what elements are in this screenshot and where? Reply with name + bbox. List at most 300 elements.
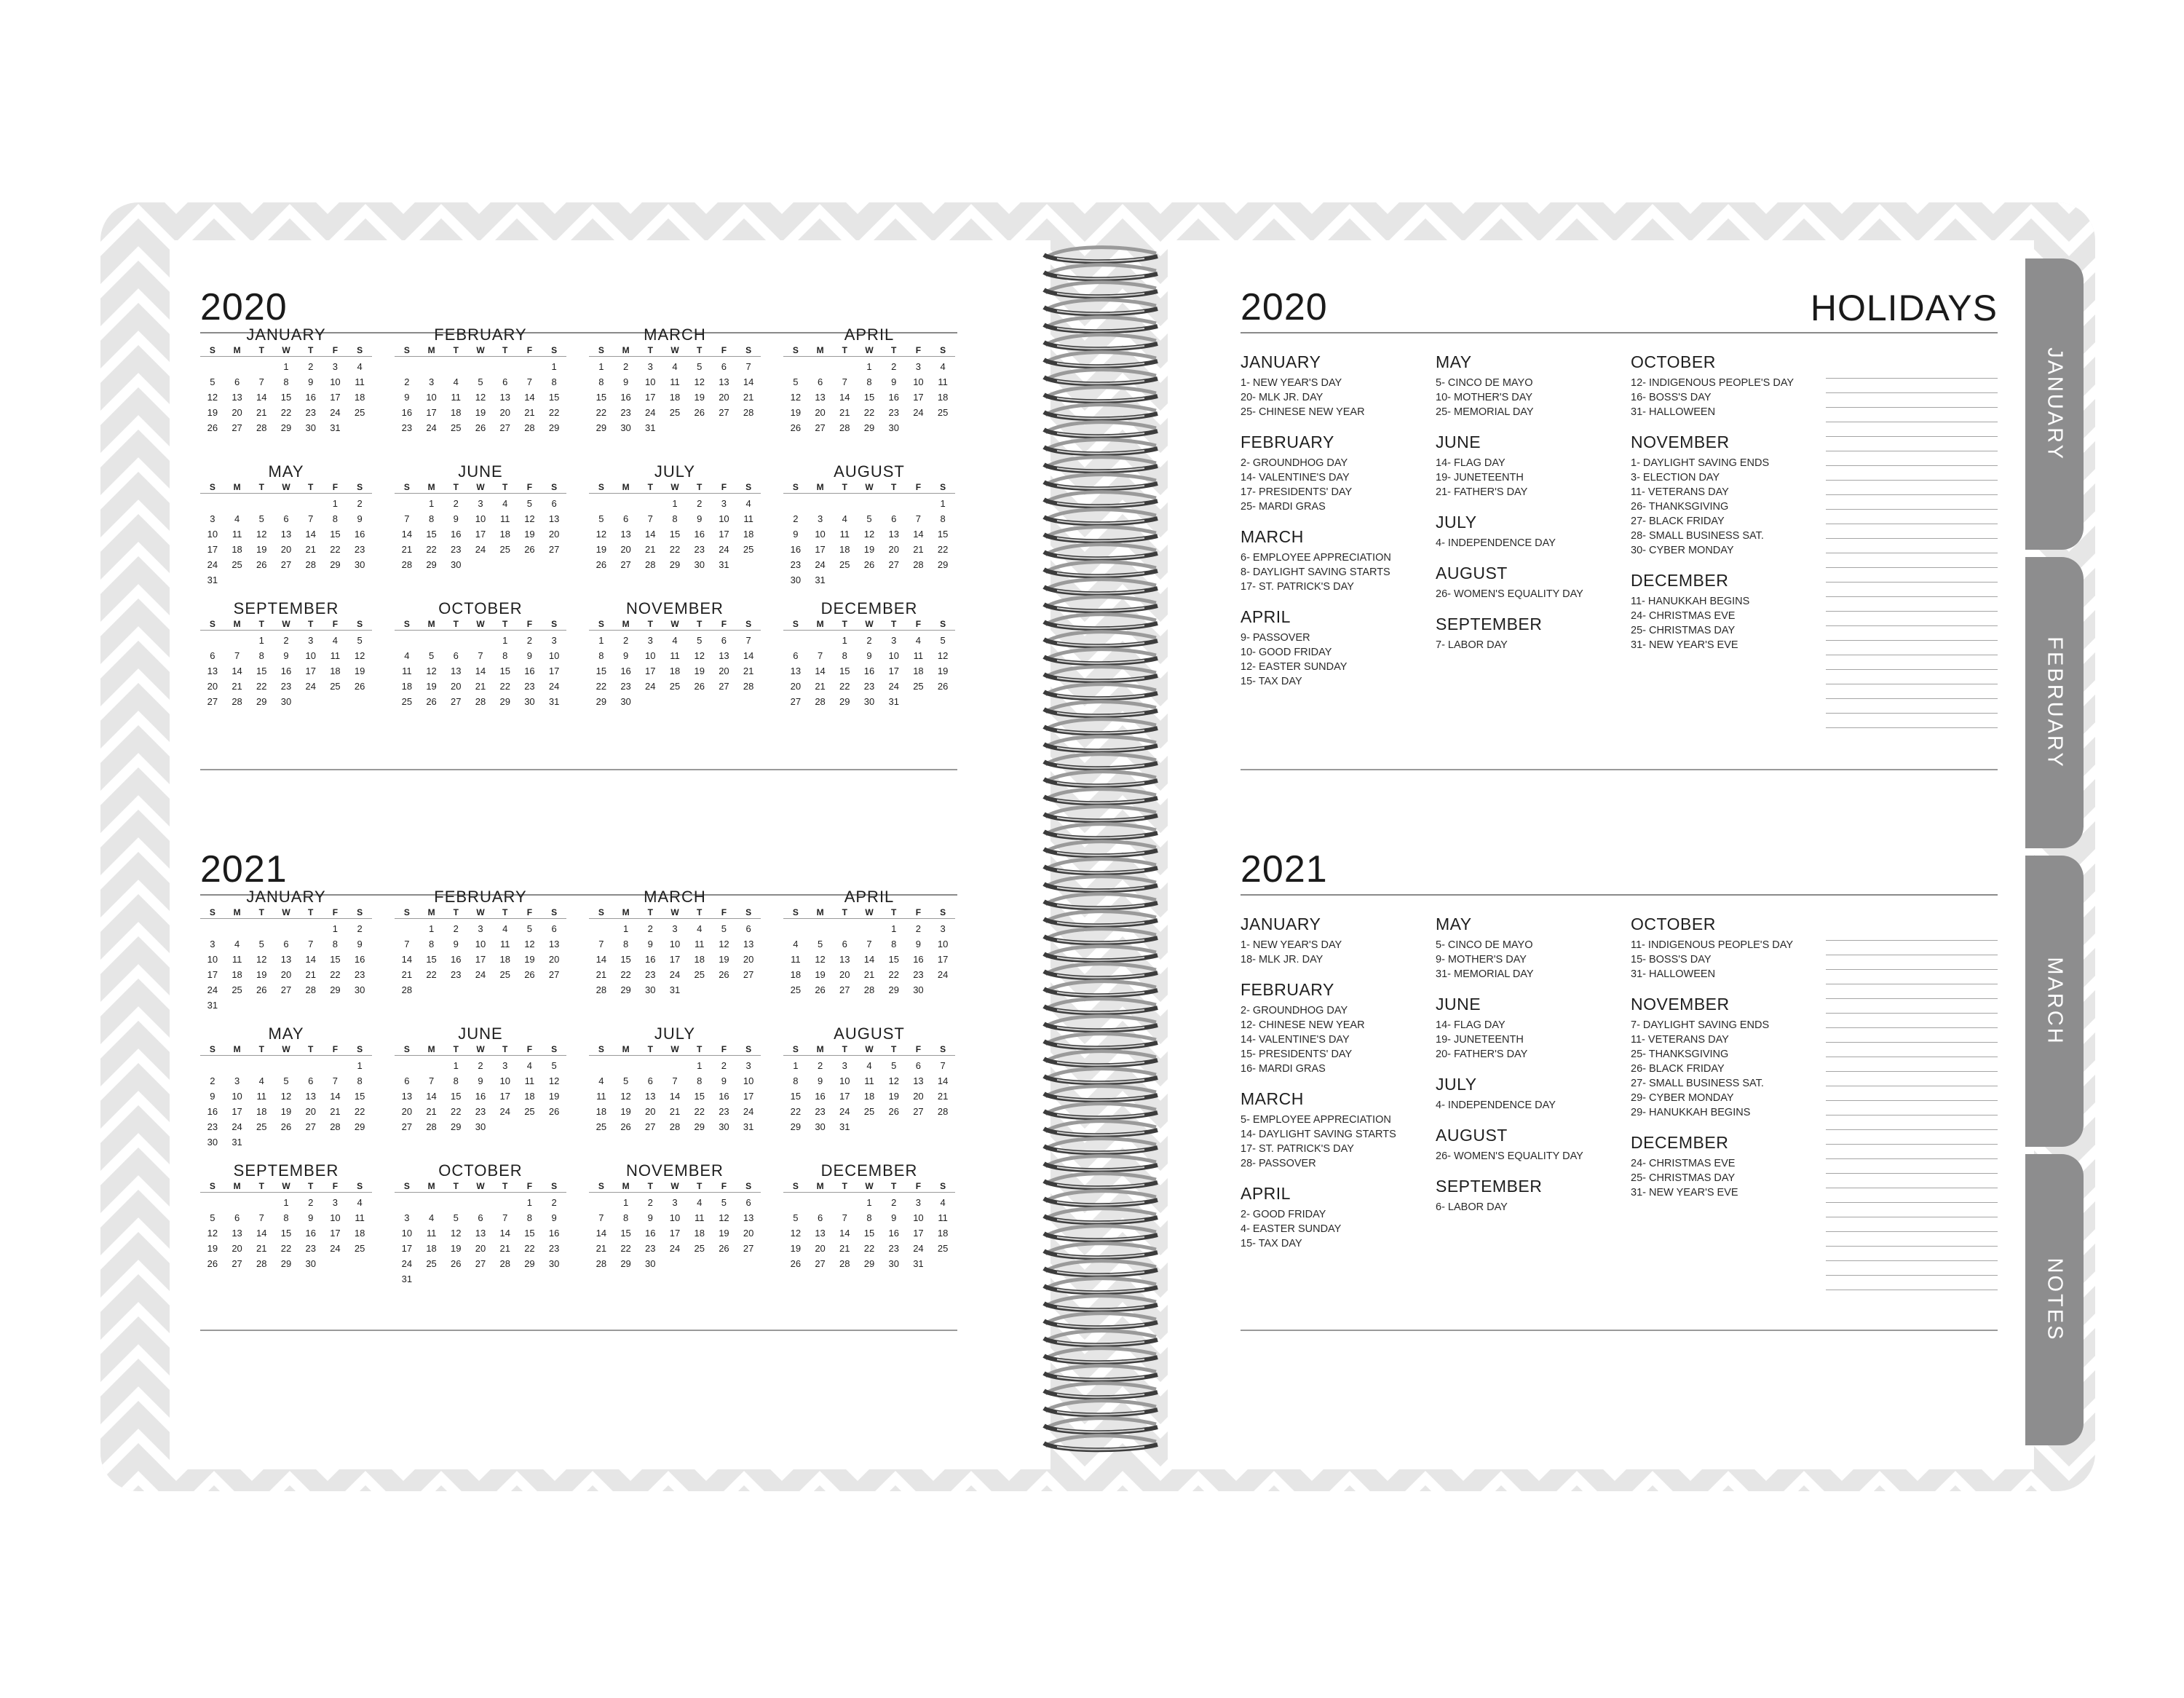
day-number: 10 <box>669 1212 681 1223</box>
day-number: 9 <box>721 1075 727 1086</box>
day-number: 18 <box>694 954 705 965</box>
holiday-items <box>1436 638 1629 652</box>
holiday-item: 14- VALENTINE'S DAY <box>1241 472 1350 483</box>
day-number: 15 <box>451 1091 462 1102</box>
tab-january[interactable] <box>2025 258 2084 550</box>
day-number: 24 <box>839 1106 850 1117</box>
day-number: 21 <box>839 1243 850 1254</box>
weekday-label: F <box>915 1044 922 1054</box>
day-number: 13 <box>719 650 729 661</box>
spiral-loop <box>1044 1174 1158 1188</box>
day-number: 14 <box>475 666 486 676</box>
writing-line[interactable] <box>1826 655 1998 670</box>
writing-line[interactable] <box>1826 568 1998 583</box>
empty-cell <box>808 1195 833 1210</box>
day-number: 28 <box>305 984 316 995</box>
day-number: 24 <box>330 407 341 418</box>
day-number: 3 <box>478 923 483 934</box>
day-number: 26 <box>694 407 705 418</box>
weekday-label: W <box>865 345 874 355</box>
writing-line[interactable] <box>1826 1145 1998 1159</box>
day-number: 24 <box>645 407 656 418</box>
writing-line[interactable] <box>1826 495 1998 510</box>
writing-line[interactable] <box>1826 1057 1998 1072</box>
day-number: 29 <box>354 1121 365 1132</box>
day-number: 1 <box>866 1197 872 1208</box>
day-number: 2 <box>453 923 459 934</box>
weekday-label: S <box>745 1044 752 1054</box>
holiday-month <box>1436 913 1629 982</box>
writing-line[interactable] <box>1826 1159 1998 1174</box>
day-number: 17 <box>499 1091 510 1102</box>
holiday-month <box>1436 511 1629 550</box>
writing-line[interactable] <box>1826 1101 1998 1115</box>
day-number: 25 <box>694 969 705 980</box>
day-number: 25 <box>354 407 365 418</box>
day-number: 23 <box>863 681 875 692</box>
day-number: 1 <box>598 361 604 372</box>
holiday-item: 12- CHINESE NEW YEAR <box>1241 1019 1365 1031</box>
day-number: 4 <box>502 923 508 934</box>
day-number: 26 <box>548 1106 560 1117</box>
day-number: 25 <box>499 544 510 555</box>
day-number: 13 <box>207 666 218 676</box>
writing-line[interactable] <box>1826 422 1998 437</box>
day-number: 29 <box>669 559 681 570</box>
day-number: 14 <box>256 1228 267 1239</box>
day-number: 21 <box>839 407 850 418</box>
day-grid <box>783 496 955 588</box>
day-number: 13 <box>645 1091 656 1102</box>
weekday-label: T <box>697 345 703 355</box>
day-number: 2 <box>308 361 314 372</box>
writing-line[interactable] <box>1826 714 1998 728</box>
day-number: 22 <box>694 1106 705 1117</box>
day-number: 17 <box>669 954 681 965</box>
day-number: 3 <box>647 361 653 372</box>
weekday-label: F <box>721 345 727 355</box>
writing-line[interactable] <box>1826 1247 1998 1261</box>
day-number: 26 <box>256 559 267 570</box>
day-number: 6 <box>745 1197 751 1208</box>
day-number: 4 <box>793 939 799 949</box>
day-number: 4 <box>234 513 240 524</box>
writing-line[interactable] <box>1826 926 1998 941</box>
day-number: 25 <box>232 559 242 570</box>
month-calendar <box>783 1025 955 1134</box>
writing-line[interactable] <box>1826 1203 1998 1217</box>
day-number: 5 <box>453 1212 459 1223</box>
writing-line[interactable] <box>1826 539 1998 553</box>
writing-line[interactable] <box>1826 626 1998 641</box>
day-number: 17 <box>839 1091 850 1102</box>
weekday-label: T <box>647 907 653 917</box>
writing-line[interactable] <box>1826 1043 1998 1057</box>
spiral-loop <box>1044 1279 1158 1293</box>
spiral-loop <box>1044 422 1158 437</box>
day-number: 30 <box>790 574 802 585</box>
weekday-label: F <box>915 619 922 629</box>
day-number: 28 <box>305 559 316 570</box>
day-number: 7 <box>332 1075 339 1086</box>
day-grid <box>783 359 955 435</box>
day-number: 29 <box>937 559 949 570</box>
day-number: 29 <box>426 559 437 570</box>
writing-line[interactable] <box>1826 1174 1998 1188</box>
holiday-item: 30- CYBER MONDAY <box>1631 545 1734 556</box>
empty-cell <box>419 1195 444 1210</box>
day-number: 7 <box>428 1075 435 1086</box>
holiday-items <box>1631 456 1824 558</box>
holiday-item: 25- THANKSGIVING <box>1631 1049 1729 1060</box>
empty-cell <box>493 1195 518 1210</box>
spiral-loop <box>1044 597 1158 612</box>
weekday-label: T <box>502 619 508 629</box>
weekday-label: M <box>427 482 435 492</box>
day-number: 10 <box>888 650 899 661</box>
day-number: 6 <box>915 1060 922 1071</box>
writing-line[interactable] <box>1826 1188 1998 1203</box>
writing-line[interactable] <box>1826 1115 1998 1130</box>
weekday-label: T <box>258 482 264 492</box>
day-number: 13 <box>451 666 462 676</box>
day-number: 25 <box>839 559 850 570</box>
day-number: 5 <box>357 635 363 646</box>
day-grid <box>783 921 955 998</box>
spiral-loop <box>1044 265 1158 280</box>
weekday-header <box>589 481 761 494</box>
day-number: 16 <box>524 666 535 676</box>
day-number: 1 <box>672 498 678 509</box>
day-number: 12 <box>719 939 729 949</box>
day-number: 10 <box>937 939 949 949</box>
weekday-label: W <box>476 619 485 629</box>
holiday-month-name: DECEMBER <box>1631 1133 1729 1152</box>
weekday-label: T <box>697 619 703 629</box>
day-number: 9 <box>526 650 533 661</box>
writing-line[interactable] <box>1826 1072 1998 1086</box>
day-number: 19 <box>815 969 826 980</box>
spiral-loop <box>1044 1034 1158 1049</box>
day-number: 8 <box>697 1075 703 1086</box>
day-number: 24 <box>913 1243 924 1254</box>
writing-line[interactable] <box>1826 553 1998 568</box>
day-number: 10 <box>913 1212 924 1223</box>
day-number: 4 <box>842 513 847 524</box>
empty-cell <box>395 633 419 648</box>
day-number: 1 <box>453 1060 459 1071</box>
empty-cell <box>395 496 419 511</box>
month-calendar <box>395 1162 566 1287</box>
day-number: 20 <box>620 544 631 555</box>
day-number: 22 <box>669 544 681 555</box>
spiral-loop <box>1044 615 1158 629</box>
writing-line[interactable] <box>1826 641 1998 655</box>
weekday-header <box>200 344 372 357</box>
day-number: 7 <box>404 939 410 949</box>
day-number: 8 <box>551 376 557 387</box>
holiday-items <box>1241 1003 1433 1076</box>
day-number: 2 <box>891 1197 897 1208</box>
writing-line[interactable] <box>1826 999 1998 1014</box>
writing-line[interactable] <box>1826 1086 1998 1101</box>
empty-cell <box>225 633 250 648</box>
day-number: 17 <box>913 1228 924 1239</box>
day-number: 6 <box>647 1075 653 1086</box>
empty-cell <box>614 496 638 511</box>
writing-line[interactable] <box>1826 524 1998 539</box>
writing-line[interactable] <box>1826 466 1998 481</box>
day-number: 28 <box>863 984 875 995</box>
day-number: 11 <box>670 650 680 661</box>
day-number: 6 <box>551 923 557 934</box>
day-number: 21 <box>305 544 316 555</box>
holiday-item: 16- BOSS'S DAY <box>1631 392 1712 403</box>
empty-cell <box>395 921 419 936</box>
day-number: 22 <box>451 1106 462 1117</box>
year-label: 2021 <box>1241 848 1328 891</box>
day-number: 4 <box>940 1197 946 1208</box>
day-number: 13 <box>305 1091 316 1102</box>
holiday-items <box>1241 1113 1433 1171</box>
empty-cell <box>419 1058 444 1073</box>
day-number: 28 <box>330 1121 341 1132</box>
writing-line[interactable] <box>1826 984 1998 999</box>
day-number: 30 <box>888 422 899 433</box>
weekday-header <box>589 617 761 631</box>
day-number: 29 <box>280 1258 292 1269</box>
day-number: 12 <box>524 939 535 949</box>
writing-line[interactable] <box>1826 364 1998 379</box>
day-number: 2 <box>357 923 363 934</box>
weekday-label: T <box>891 907 897 917</box>
day-number: 8 <box>672 513 678 524</box>
month-calendar <box>200 1162 372 1271</box>
day-number: 26 <box>815 984 826 995</box>
day-number: 17 <box>743 1091 754 1102</box>
writing-line[interactable] <box>1826 699 1998 714</box>
day-number: 17 <box>548 666 560 676</box>
day-number: 26 <box>937 681 949 692</box>
writing-line[interactable] <box>1826 451 1998 466</box>
weekday-label: S <box>940 907 946 917</box>
holiday-month-name: JANUARY <box>1241 352 1321 371</box>
day-number: 19 <box>524 954 535 965</box>
writing-line[interactable] <box>1826 1130 1998 1145</box>
weekday-header <box>783 481 955 494</box>
weekday-label: S <box>940 1181 946 1191</box>
empty-cell <box>468 1195 493 1210</box>
day-number: 16 <box>815 1091 826 1102</box>
day-number: 26 <box>694 681 705 692</box>
day-number: 27 <box>548 544 560 555</box>
weekday-label: F <box>721 1044 727 1054</box>
writing-line[interactable] <box>1826 510 1998 524</box>
holiday-items <box>1241 1207 1433 1251</box>
empty-cell <box>200 1058 225 1073</box>
weekday-label: T <box>308 1044 314 1054</box>
holidays-title: HOLIDAYS <box>1810 288 1998 328</box>
writing-lines[interactable] <box>1826 364 1998 728</box>
day-number: 23 <box>645 969 656 980</box>
writing-line[interactable] <box>1826 583 1998 597</box>
day-number: 28 <box>524 422 535 433</box>
day-number: 26 <box>596 559 607 570</box>
day-number: 8 <box>622 1212 629 1223</box>
day-number: 5 <box>817 939 823 949</box>
day-number: 10 <box>499 1075 510 1086</box>
writing-line[interactable] <box>1826 437 1998 451</box>
writing-line[interactable] <box>1826 1276 1998 1290</box>
holiday-item: 11- VETERANS DAY <box>1631 1034 1729 1046</box>
day-number: 20 <box>790 681 802 692</box>
day-number: 5 <box>940 635 946 646</box>
holiday-item: 26- WOMEN'S EQUALITY DAY <box>1436 588 1583 600</box>
writing-line[interactable] <box>1826 1217 1998 1232</box>
empty-cell <box>589 1058 614 1073</box>
day-number: 26 <box>207 1258 218 1269</box>
writing-line[interactable] <box>1826 941 1998 955</box>
day-number: 13 <box>743 939 754 949</box>
empty-cell <box>857 921 882 936</box>
spiral-loop <box>1044 894 1158 909</box>
day-number: 11 <box>670 376 680 387</box>
day-number: 23 <box>694 544 705 555</box>
writing-line[interactable] <box>1826 597 1998 612</box>
day-number: 19 <box>207 407 218 418</box>
holiday-items <box>1631 376 1824 419</box>
day-number: 2 <box>551 1197 557 1208</box>
spiral-loop <box>1044 492 1158 507</box>
empty-cell <box>638 496 662 511</box>
day-number: 2 <box>210 1075 215 1086</box>
day-number: 4 <box>453 376 459 387</box>
holiday-month-name: AUGUST <box>1436 564 1508 583</box>
day-number: 9 <box>647 939 653 949</box>
day-number: 20 <box>719 392 729 403</box>
day-number: 13 <box>719 376 729 387</box>
day-number: 16 <box>207 1106 218 1117</box>
day-number: 18 <box>426 1243 437 1254</box>
writing-line[interactable] <box>1826 481 1998 495</box>
writing-line[interactable] <box>1826 393 1998 408</box>
month-name: DECEMBER <box>820 599 918 617</box>
weekday-label: W <box>865 907 874 917</box>
day-number: 22 <box>863 407 875 418</box>
day-number: 4 <box>697 1197 703 1208</box>
weekday-label: S <box>403 907 410 917</box>
month-name: AUGUST <box>834 462 905 481</box>
section-divider <box>1241 1330 1998 1331</box>
weekday-label: W <box>670 1181 679 1191</box>
holiday-items <box>1436 1200 1629 1215</box>
weekday-label: S <box>403 619 410 629</box>
day-number: 5 <box>258 513 264 524</box>
day-number: 16 <box>645 954 656 965</box>
spiral-loop <box>1044 1191 1158 1206</box>
day-number: 30 <box>620 696 631 707</box>
tab-notes[interactable] <box>2025 1154 2084 1445</box>
day-number: 2 <box>891 361 897 372</box>
day-number: 9 <box>308 376 314 387</box>
day-number: 29 <box>863 422 875 433</box>
day-number: 9 <box>622 376 629 387</box>
holiday-column <box>1631 351 1824 664</box>
day-number: 7 <box>526 376 533 387</box>
day-number: 29 <box>888 984 899 995</box>
day-number: 4 <box>672 635 678 646</box>
day-number: 29 <box>694 1121 705 1132</box>
spiral-loop <box>1044 1348 1158 1363</box>
day-number: 31 <box>330 422 341 433</box>
tab-february[interactable] <box>2025 557 2084 848</box>
empty-cell <box>200 1195 225 1210</box>
spiral-loop <box>1044 300 1158 315</box>
day-number: 28 <box>401 984 413 995</box>
weekday-label: W <box>476 907 485 917</box>
day-number: 20 <box>815 407 826 418</box>
day-number: 7 <box>940 1060 946 1071</box>
writing-line[interactable] <box>1826 670 1998 684</box>
weekday-label: F <box>332 482 339 492</box>
holiday-month <box>1631 993 1824 1120</box>
day-number: 28 <box>596 1258 607 1269</box>
day-number: 17 <box>305 666 316 676</box>
weekday-label: S <box>403 1181 410 1191</box>
month-calendar <box>200 1025 372 1150</box>
writing-line[interactable] <box>1826 1261 1998 1276</box>
empty-cell <box>225 1195 250 1210</box>
day-number: 15 <box>669 529 681 540</box>
holiday-item: 14- FLAG DAY <box>1436 457 1506 469</box>
month-name: JANUARY <box>246 325 326 344</box>
day-number: 13 <box>232 392 242 403</box>
day-number: 14 <box>330 1091 341 1102</box>
day-number: 7 <box>672 1075 678 1086</box>
day-number: 21 <box>913 544 924 555</box>
weekday-header <box>783 617 955 631</box>
month-name: APRIL <box>844 888 895 906</box>
month-calendar <box>783 600 955 709</box>
writing-line[interactable] <box>1826 970 1998 984</box>
day-number: 29 <box>596 422 607 433</box>
writing-line[interactable] <box>1826 955 1998 970</box>
writing-line[interactable] <box>1826 684 1998 699</box>
writing-lines[interactable] <box>1826 926 1998 1290</box>
writing-line[interactable] <box>1826 1028 1998 1043</box>
day-number: 3 <box>332 361 339 372</box>
writing-line[interactable] <box>1826 379 1998 393</box>
day-number: 31 <box>719 559 729 570</box>
writing-line[interactable] <box>1826 1232 1998 1247</box>
day-number: 2 <box>478 1060 483 1071</box>
day-number: 15 <box>863 1228 875 1239</box>
day-number: 25 <box>863 1106 875 1117</box>
writing-line[interactable] <box>1826 408 1998 422</box>
day-number: 1 <box>526 1197 533 1208</box>
tab-march[interactable] <box>2025 856 2084 1147</box>
day-number: 18 <box>839 544 850 555</box>
weekday-header <box>589 344 761 357</box>
day-number: 14 <box>839 1228 850 1239</box>
day-number: 22 <box>499 681 510 692</box>
spiral-loop <box>1044 1366 1158 1381</box>
weekday-label: T <box>842 1181 847 1191</box>
writing-line[interactable] <box>1826 612 1998 626</box>
day-number: 31 <box>839 1121 850 1132</box>
writing-line[interactable] <box>1826 1014 1998 1028</box>
day-number: 31 <box>548 696 560 707</box>
